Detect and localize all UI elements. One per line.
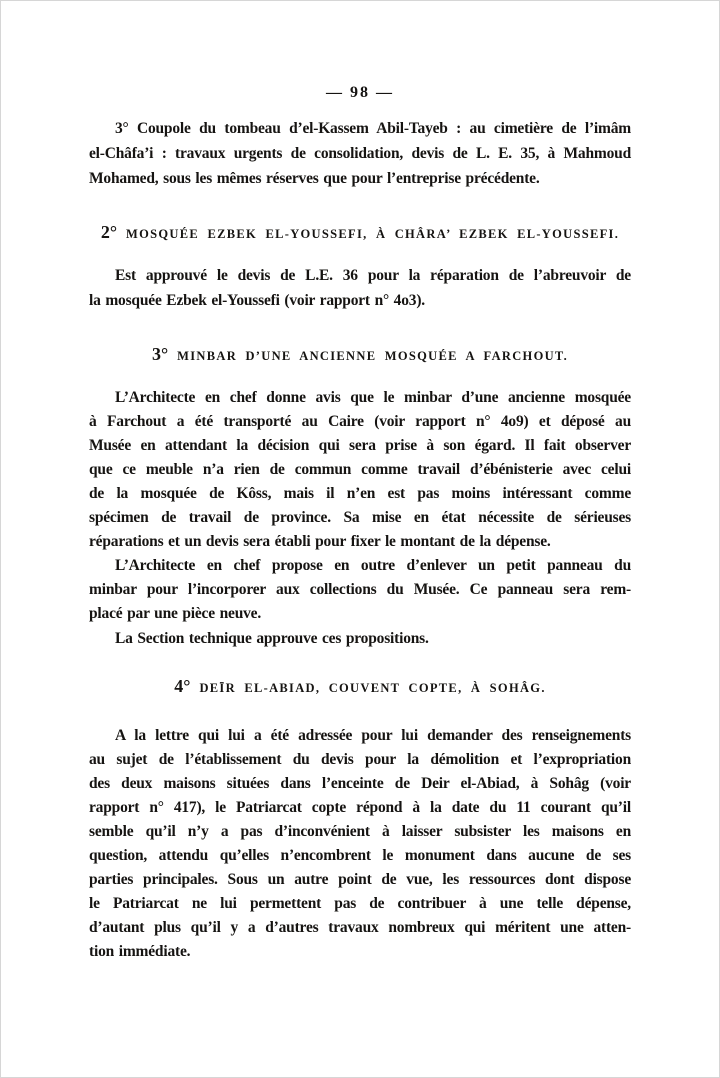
heading-number: 4°: [174, 676, 191, 696]
text-line: la mosquée Ezbek el-Youssefi (voir rapport n° 4o3).: [89, 292, 425, 309]
text-line: au sujet de l’établissement du devis pour la démolition et l’expropriation: [89, 751, 631, 768]
heading-number: 2°: [100, 222, 118, 242]
text-line: à Farchout a été transporté au Caire (voir rapport n° 4o9) et déposé au: [89, 413, 631, 430]
paragraph-minbar-panneau: [89, 554, 631, 626]
text-line: spécimen de travail de province. Sa mise en état nécessite de sérieuses: [89, 509, 631, 526]
text-line: 3° Coupole du tombeau d’el-Kassem Abil-Tayeb : au cimetière de l’imâm: [115, 120, 631, 137]
text-line: des deux maisons situées dans l’enceinte de Deir el-Abiad, à Sohâg (voir: [89, 775, 631, 792]
text-line: semble qu’il n’y a pas d’inconvénient à laisser subsister les maisons en: [89, 823, 631, 840]
text-line: L’Architecte en chef propose en outre d’enlever un petit panneau du: [115, 557, 631, 574]
text-line: Mohamed, sous les mêmes réserves que pour l’entreprise précédente.: [89, 170, 540, 187]
heading-title: DEĪR EL-ABIAD, COUVENT COPTE, À SOHÂG.: [199, 681, 546, 695]
text-line: el-Châfa’i : travaux urgents de consolidation, devis de L. E. 35, à Mahmoud: [89, 145, 631, 162]
paragraph-deir-lettre: [89, 724, 631, 964]
text-line: parties principales. Sous un autre point de vue, les ressources dont dispose: [89, 871, 631, 888]
text-line: Est approuvé le devis de L.E. 36 pour la réparation de l’abreuvoir de: [115, 267, 631, 284]
text-line: de la mosquée de Kôss, mais il n’en est pas moins intéressant comme: [89, 485, 631, 502]
text-line: d’autant plus qu’il y a d’autres travaux nombreux qui méritent une atten-: [89, 919, 631, 936]
heading-title: MINBAR D’UNE ANCIENNE MOSQUÉE A FARCHOUT.: [177, 349, 569, 363]
section-heading-minbar-farchout: [89, 344, 631, 365]
text-line: Musée en attendant la décision qui sera prise à son égard. Il fait observer: [89, 437, 631, 454]
text-line: le Patriarcat ne lui permettent pas de contribuer à une telle dépense,: [89, 895, 631, 912]
section-heading-mosquee-ezbek: [89, 222, 631, 243]
paragraph-minbar-avis: [89, 386, 631, 554]
text-line: que ce meuble n’a rien de commun comme travail d’ébénisterie avec celui: [89, 461, 631, 478]
text-line: rapport n° 417), le Patriarcat copte répond à la date du 11 courant qu’il: [89, 799, 631, 816]
heading-title: MOSQUÉE EZBEK EL-YOUSSEFI, À CHÂRA’ EZBEK EL-YOUSSEFI.: [126, 227, 620, 241]
text-line: L’Architecte en chef donne avis que le minbar d’une ancienne mosquée: [115, 389, 631, 406]
page-number: — 98 —: [326, 84, 394, 101]
text-line: tion immédiate.: [89, 943, 191, 960]
paragraph-coupole-tombeau: [89, 116, 631, 191]
heading-number: 3°: [151, 344, 169, 364]
paragraph-section-approuve: [89, 627, 631, 651]
text-line: réparations et un devis sera établi pour fixer le montant de la dépense.: [89, 533, 551, 550]
text-line: La Section technique approuve ces propositions.: [115, 630, 429, 647]
text-line: A la lettre qui lui a été adressée pour lui demander des renseignements: [115, 727, 631, 744]
text-line: placé par une pièce neuve.: [89, 605, 262, 622]
paragraph-ezbek-devis: [89, 263, 631, 313]
text-line: minbar pour l’incorporer aux collections du Musée. Ce panneau sera rem-: [89, 581, 631, 598]
text-line: question, attendu qu’elles n’encombrent le monument dans aucune de ses: [89, 847, 631, 864]
section-heading-deir-abiad: [89, 676, 631, 697]
